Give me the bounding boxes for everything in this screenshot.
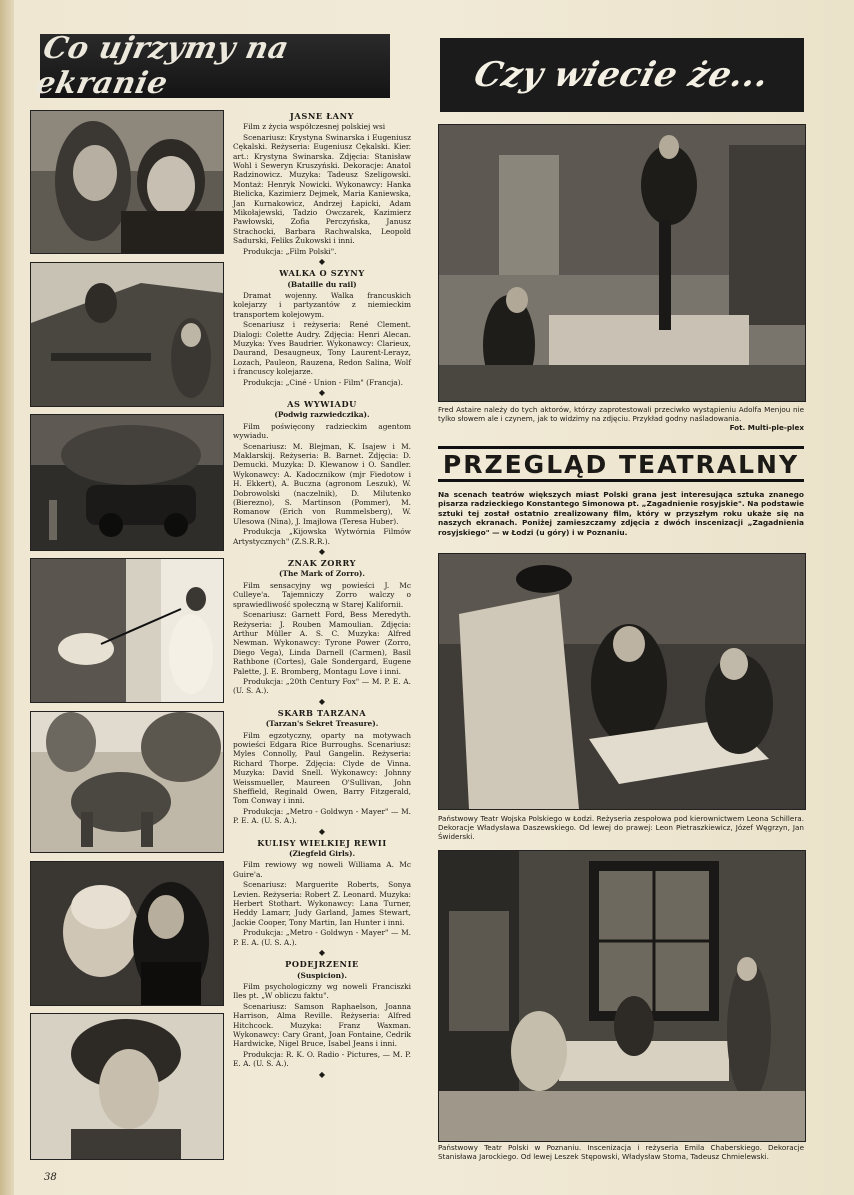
photo-walka-o-szyny (30, 262, 224, 407)
photo-jasne-lany (30, 110, 224, 254)
film-title: JASNE ŁANY (289, 111, 355, 121)
film-entry (233, 559, 411, 706)
film-original-title: (Podwig razwiedczika). (274, 410, 370, 420)
teatr-intro-text: Na scenach teatrów większych miast Polski grana jest interesująca sztuka znanego pisarza radzieckiego Konstantego Simonowa pt. „Zagadnienie rosyjskie". Na podstawie sztuki tej został ostatnio zrealizowany film, który w przyszłym roku ukaże się na naszych ekranach. Poniżej zamieszczamy zdjęcia z dwóch inscenizacji „Zagadnienia rosyjskiego" — w Łodzi (u góry) i w Poznaniu. (438, 490, 804, 537)
film-paragraph: Scenariusz i reżyseria: René Clement. Dialogi: Colette Audry. Zdjęcia: Henri Alecan. Muzyka: Yves Baudrier. Wykonawcy: Clarieux, Daurand, Desaugneux, Tony Laurent-Lerayz, Lozach, Pauleon, Rauzena, Redon Salina, Wolf i francuscy kolejarze. (233, 320, 411, 377)
section-heading-przeglad-teatralny (438, 446, 804, 482)
film-paragraph: Film egzotyczny, oparty na motywach powieści Edgara Rice Burroughs. Scenariusz: Myles Connolly, Paul Gangelin. Reżyseria: Richard Thorpe. Zdjęcia: Clyde de Vinna. Muzyka: David Snell. Wykonawcy: Johnny Weissmueller, Maureen O'Sullivan, John Sheffield, Reginald Owen, Barry Fitzgerald, Tom Conway i inni. (233, 730, 411, 806)
photo-teatr-lodz (438, 553, 806, 810)
film-paragraph: Scenariusz: Krystyna Swinarska i Eugeniusz Cękalski. Reżyseria: Eugeniusz Cękalski. Kier. art.: Krystyna Swinarska. Zdjęcia: Stanisław Wohl i Seweryn Kruszyński. Dekoracje: Anatol Radzinowicz. Muzyka: Tadeusz Szeligowski. Montaż: Henryk Nowicki. Wykonawcy: Hanka Bielicka, Kazimierz Dejmek, Maria Kaniewska, Jan Kurnakowicz, Andrzej Łapicki, Adam Mikołajewski, Tadzio Owczarek, Kazimierz Pawłowski, Zofia Perczyńska, Janusz Strachocki, Barbara Rachwalska, Leopold Sadurski, Feliks Żukowski i inni. (233, 132, 411, 246)
film-paragraph: Film rewiowy wg noweli Williama A. Mc Guire'a. (233, 860, 411, 879)
film-entry (233, 709, 411, 836)
poznan-caption (438, 1143, 804, 1161)
film-paragraph: Produkcja: „Metro - Goldwyn - Mayer" — M. P. E. A. (U. S. A.). (233, 928, 411, 947)
film-paragraph: Scenariusz: M. Blejman, K. Isajew i M. Maklarskij. Reżyseria: B. Barnet. Zdjęcia: D. Demucki. Muzyka: D. Klewanow i O. Sandler. Wykonawcy: A. Kadocznikow (mjr Fiedotow i H. Ekkert), A. Buczna (agronom Leszuk), W. Dobrowolski (naczelnik), D. Milutenko (Bierezno), S. Martinson (Pommer), M. Romanow (Erich von Rummelsberg), W. Ulesowa (Nina), J. Imajłowa (Teresa Huber). (233, 441, 411, 526)
film-entry (233, 269, 411, 397)
banner-left-text: Co ujrzymy na ekranie (32, 31, 293, 101)
separator-diamond: ◆ (318, 948, 326, 958)
film-paragraph: Produkcja „Kijowska Wytwórnia Filmów Artystycznych" (Z.S.R.R.). (233, 527, 411, 546)
fred-photo-credit: Fot. Multi-ple-plex (729, 423, 804, 432)
film-paragraph: Produkcja: „Ciné - Union - Film" (Francja). (243, 377, 403, 387)
film-paragraph: Scenariusz: Garnett Ford, Bess Meredyth. Reżyseria: J. Rouben Mamoulian. Zdjęcia: Arthur Müller A. S. C. Muzyka: Alfred Newman. Wykonawcy: Tyrone Power (Zorro, Diego Vega), Linda Darnell (Carmen), Basil Rathbone (Cortes), Gale Sondergard, Eugene Palette, J. E. Bromberg, Montagu Love i inni. (233, 610, 411, 676)
separator-diamond: ◆ (318, 387, 326, 397)
separator-diamond: ◆ (318, 257, 326, 267)
film-paragraph: Film sensacyjny wg powieści J. Mc Culleye'a. Tajemniczy Zorro walczy o sprawiedliwość społeczną w Starej Kalifornii. (233, 580, 411, 609)
film-original-title: (Bataille du rail) (287, 279, 357, 289)
photo-as-wywiadu (30, 414, 224, 551)
film-original-title: (Suspicion). (296, 970, 348, 980)
film-paragraph: Produkcja: „Metro - Goldwyn - Mayer" — M. P. E. A. (U. S. A.). (233, 806, 411, 826)
film-paragraph: Film poświęcony radzieckim agentom wywiadu. (233, 421, 411, 441)
film-entry (233, 400, 411, 556)
film-original-title: (Tarzan's Sekret Treasure). (265, 719, 379, 729)
film-paragraph: Film psychologiczny wg noweli Franciszki Iles pt. „W obliczu faktu". (233, 981, 411, 1001)
photo-znak-zorry (30, 558, 224, 703)
separator-diamond: ◆ (318, 826, 326, 836)
photo-teatr-poznan (438, 850, 806, 1142)
film-listings (233, 112, 411, 1082)
photo-skarb-tarzana (30, 711, 224, 853)
film-entry (233, 960, 411, 1078)
banner-czy-wiecie (440, 38, 804, 112)
banner-right-text: Czy wiecie że... (470, 55, 774, 95)
lodz-caption-text: Państwowy Teatr Wojska Polskiego w Łodzi. Reżyseria zespołowa pod kierownictwem Leona Schillera. Dekoracje Władysława Daszewskiego. Od lewej do prawej: Leon Pietraszkiewicz, Józef Węgrzyn, Jan Świderski. (438, 814, 804, 841)
film-paragraph: Dramat wojenny. Walka francuskich kolejarzy i partyzantów z niemieckim transportem kolejowym. (233, 290, 411, 319)
fred-caption (438, 405, 804, 432)
banner-co-ujrzymy (32, 31, 390, 101)
photo-kulisy-wielkiej-rewii (30, 861, 224, 1006)
teatr-intro (438, 490, 804, 537)
teatr-heading-text: PRZEGLĄD TEATRALNY (442, 449, 800, 479)
separator-diamond: ◆ (318, 1069, 326, 1079)
film-title: WALKA O SZYNY (279, 268, 365, 279)
film-entry (233, 839, 411, 957)
film-paragraph: Film z życia współczesnej polskiej wsi (243, 122, 386, 132)
film-original-title: (The Mark of Zorro). (279, 569, 365, 579)
film-entry (233, 112, 411, 266)
film-title: ZNAK ZORRY (287, 558, 357, 569)
poznan-caption-text: Państwowy Teatr Polski w Poznaniu. Inscenizacja i reżyseria Emila Chaberskiego. Dekoracje Stanisława Jarockiego. Od lewej Leszek Stępowski, Władysław Stoma, Tadeusz Chmielewski. (438, 1143, 804, 1161)
film-paragraph: Produkcja: „Film Polski". (243, 246, 337, 256)
film-title: SKARB TARZANA (277, 707, 367, 718)
separator-diamond: ◆ (318, 696, 326, 706)
film-title: PODEJRZENIE (285, 959, 359, 970)
film-original-title: (Ziegfeld Girls). (288, 849, 356, 859)
separator-diamond: ◆ (318, 547, 326, 557)
film-paragraph: Produkcja: „20th Century Fox" — M. P. E. A. (U. S. A.). (233, 676, 411, 696)
photo-podejrzenie (30, 1013, 224, 1160)
film-paragraph: Scenariusz: Samson Raphaelson, Joanna Harrison, Alma Reville. Reżyseria: Alfred Hitchcock. Muzyka: Franz Waxman. Wykonawcy: Cary Grant, Joan Fontaine, Cedrik Hardwicke, Nigel Bruce, Isabel Jeans i inni. (233, 1001, 411, 1049)
film-paragraph: Scenariusz: Marguerite Roberts, Sonya Levien. Reżyseria: Robert Z. Leonard. Muzyka: Herbert Stothart. Wykonawcy: Lana Turner, Heddy Lamarr, Judy Garland, James Stewart, Jackie Cooper, Tony Martin, Ian Hunter i inni. (233, 880, 411, 927)
photo-fred-astaire (438, 124, 806, 402)
binding-edge (0, 0, 14, 1195)
film-title: KULISY WIELKIEJ REWII (257, 837, 387, 848)
fred-caption-text: Fred Astaire należy do tych aktorów, którzy zaprotestowali przeciwko wystąpieniu Adolfa Menjou nie tylko słowem ale i czynem, jak to widzimy na zdjęciu. Przykład godny naśladowania. (438, 405, 804, 423)
film-paragraph: Produkcja: R. K. O. Radio - Pictures, — M. P. E. A. (U. S. A.). (233, 1049, 411, 1069)
lodz-caption (438, 814, 804, 841)
page-number: 38 (44, 1172, 57, 1183)
film-title: AS WYWIADU (287, 398, 357, 409)
